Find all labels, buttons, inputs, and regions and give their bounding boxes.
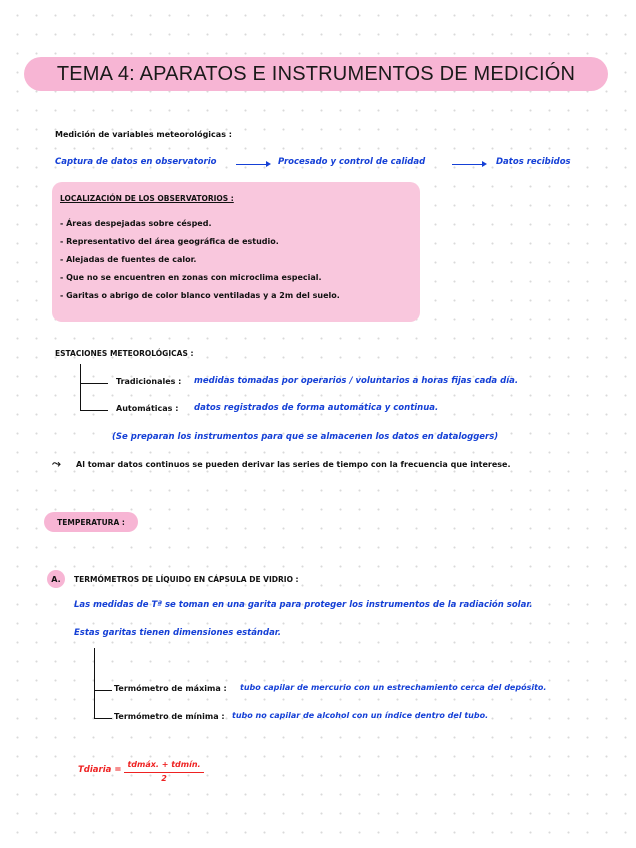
flow-arrowhead-2 [482, 161, 487, 167]
localizacion-item: - Alejadas de fuentes de calor. [60, 255, 197, 264]
estaciones-tree-branch-1 [80, 383, 108, 384]
flow-step-3: Datos recibidos [496, 157, 571, 167]
localizacion-item: - Áreas despejadas sobre césped. [60, 219, 212, 228]
termometros-heading: TERMÓMETROS DE LÍQUIDO EN CÁPSULA DE VIDRIO : [74, 575, 299, 584]
formula-fraction-bar [124, 772, 204, 773]
formula-lhs: Tdiaria = [78, 765, 122, 775]
localizacion-heading: LOCALIZACIÓN DE LOS OBSERVATORIOS : [60, 194, 234, 203]
squiggle-arrow-icon: ⤳ [52, 457, 61, 470]
estaciones-heading: ESTACIONES METEOROLÓGICAS : [55, 349, 194, 358]
minima-text: tubo no capilar de alcohol con un índice dentro del tubo. [232, 711, 489, 720]
flow-arrow-2 [452, 164, 482, 165]
garita-line-2: Estas garitas tienen dimensiones estándar. [74, 628, 282, 638]
localizacion-item: - Garitas o abrigo de color blanco ventiladas y a 2m del suelo. [60, 291, 340, 300]
flow-step-1: Captura de datos en observatorio [55, 157, 217, 167]
localizacion-item: - Que no se encuentren en zonas con microclima especial. [60, 273, 322, 282]
estaciones-tree-vertical [80, 364, 81, 410]
maxima-label: Termómetro de máxima : [114, 684, 227, 693]
formula-numerator: tdmáx. + tdmín. [127, 760, 201, 769]
termometros-tree-vertical [94, 648, 95, 718]
termometros-tree-branch-2 [94, 718, 112, 719]
localizacion-item: - Representativo del área geográfica de estudio. [60, 237, 279, 246]
medicion-heading: Medición de variables meteorológicas : [55, 130, 232, 139]
automaticas-text: datos registrados de forma automática y continua. [194, 403, 439, 413]
dataloggers-note: (Se preparan los instrumentos para que se almacenen los datos en dataloggers) [112, 432, 499, 442]
page-title: TEMA 4: APARATOS E INSTRUMENTOS DE MEDICIÓN [24, 57, 608, 91]
maxima-text: tubo capilar de mercurio con un estrechamiento cerca del depósito. [240, 683, 547, 692]
tradicionales-text: medidas tomadas por operarios / voluntarios a horas fijas cada día. [194, 376, 519, 386]
series-text: Al tomar datos continuos se pueden derivar las series de tiempo con la frecuencia que interese. [76, 460, 511, 469]
flow-step-2: Procesado y control de calidad [278, 157, 426, 167]
automaticas-label: Automáticas : [116, 404, 179, 413]
estaciones-tree-branch-2 [80, 410, 108, 411]
minima-label: Termómetro de mínima : [114, 712, 225, 721]
termometros-tree-branch-1 [94, 690, 112, 691]
temperatura-pill: TEMPERATURA : [44, 512, 138, 532]
flow-arrowhead-1 [266, 161, 271, 167]
tradicionales-label: Tradicionales : [116, 377, 182, 386]
garita-line-1: Las medidas de Tª se toman en una garita para proteger los instrumentos de la radiación solar. [74, 600, 533, 610]
section-a-badge: A. [47, 570, 65, 588]
flow-arrow-1 [236, 164, 266, 165]
formula-denominator: 2 [161, 774, 167, 783]
localizacion-box [52, 182, 420, 322]
